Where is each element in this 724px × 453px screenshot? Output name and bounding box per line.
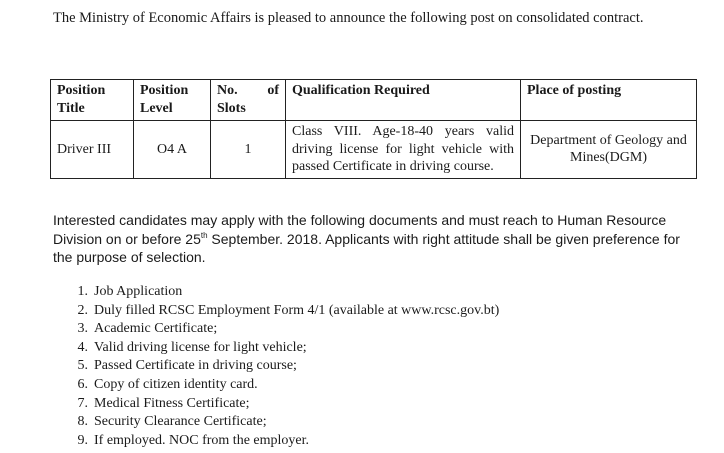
list-item-text: Job Application <box>94 284 183 299</box>
cell-slots: 1 <box>211 121 286 179</box>
list-item-number: 4. <box>77 339 88 355</box>
cell-qualification: Class VIII. Age-18-40 years valid driving license for light vehicle with passed Certificate in driving course. <box>286 121 521 179</box>
table-header-row <box>51 80 697 121</box>
list-item-text: Duly filled RCSC Employment Form 4/1 (available at www.rcsc.gov.bt) <box>94 302 500 318</box>
application-instructions <box>53 211 683 267</box>
list-item-text: If employed. NOC from the employer. <box>94 432 310 448</box>
list-item-text: Security Clearance Certificate; <box>94 414 267 430</box>
cell-position-level: O4 A <box>134 121 211 179</box>
list-item <box>60 357 499 376</box>
list-item <box>60 283 499 302</box>
apply-text-before: Interested candidates may apply with the following documents and must reach to Human Resource Division on or before 25 <box>53 212 667 247</box>
header-qualification: Qualification Required <box>286 80 521 121</box>
list-item-number: 3. <box>77 321 88 337</box>
required-documents-list <box>60 283 499 450</box>
date-ordinal-suffix: th <box>200 230 208 240</box>
list-item-text: Passed Certificate in driving course; <box>94 358 297 374</box>
list-item-number: 6. <box>77 376 88 392</box>
list-item-number: 8. <box>77 414 88 430</box>
header-no-of-slots <box>211 80 286 121</box>
list-item-text: Academic Certificate; <box>94 321 218 337</box>
list-item-number: 5. <box>77 358 88 374</box>
cell-position-title: Driver III <box>51 121 134 179</box>
list-item-text: Valid driving license for light vehicle; <box>94 339 307 355</box>
list-item <box>60 395 499 414</box>
cell-place-of-posting: Department of Geology and Mines(DGM) <box>521 121 697 179</box>
list-item <box>60 339 499 358</box>
list-item-text: Copy of citizen identity card. <box>94 376 258 392</box>
header-slots-no: No. <box>217 83 238 98</box>
header-position-level: Position Level <box>134 80 211 121</box>
list-item-number: 7. <box>77 395 88 411</box>
list-item-number: 1. <box>77 284 88 299</box>
list-item <box>60 320 499 339</box>
announcement-intro: The Ministry of Economic Affairs is pleased to announce the following post on consolidated contract. <box>53 10 644 26</box>
header-slots-label: Slots <box>217 101 246 116</box>
list-item-text: Medical Fitness Certificate; <box>94 395 250 411</box>
header-place-of-posting: Place of posting <box>521 80 697 121</box>
list-item-number: 9. <box>77 432 88 448</box>
list-item-number: 2. <box>77 302 88 318</box>
table-row <box>51 121 697 179</box>
list-item <box>60 432 499 451</box>
header-slots-of: of <box>267 83 279 98</box>
list-item <box>60 413 499 432</box>
list-item <box>60 302 499 321</box>
list-item <box>60 376 499 395</box>
header-position-title: Position Title <box>51 80 134 121</box>
apply-text-after: September. 2018. Applicants with right attitude shall be given preference for the purpose of selection. <box>53 230 680 265</box>
post-table <box>50 79 697 179</box>
